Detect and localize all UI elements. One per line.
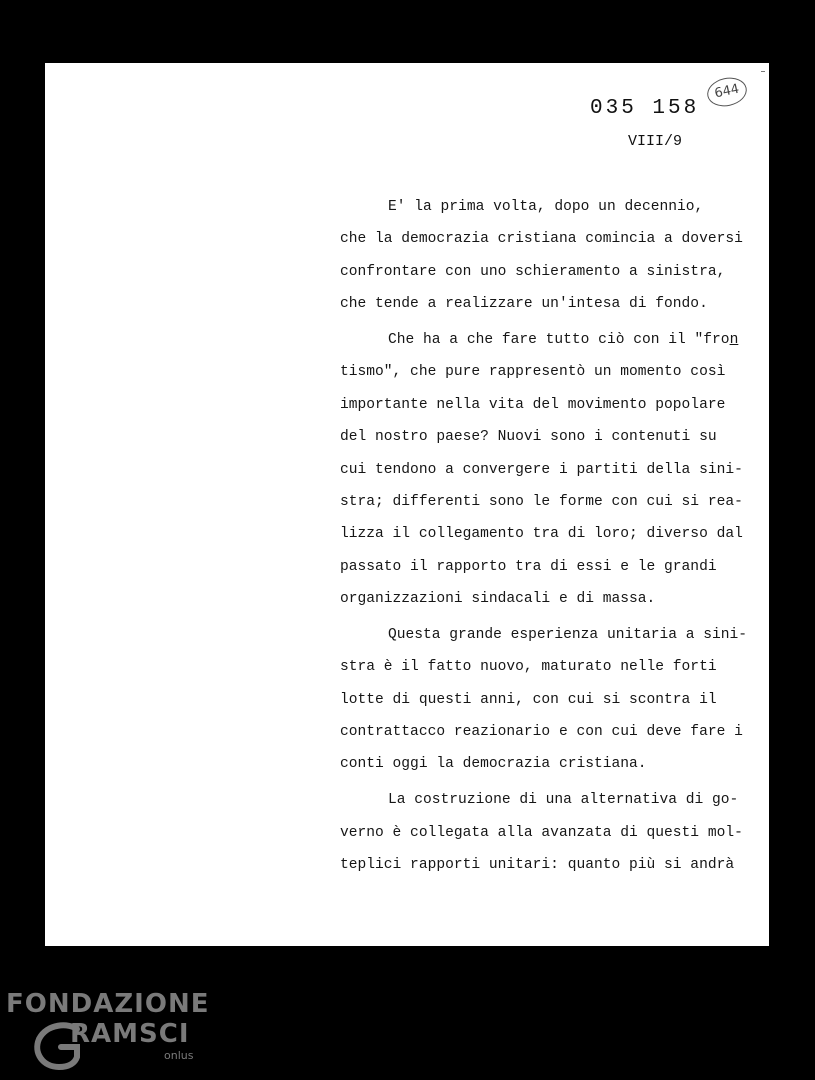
text-line: tismo", che pure rappresentò un momento così <box>340 364 726 381</box>
text-line: stra è il fatto nuovo, maturato nelle forti <box>340 659 717 676</box>
text-line: verno è collegata alla avanzata di questi mol- <box>340 824 743 841</box>
text-line: che la democrazia cristiana comincia a doversi <box>340 231 743 248</box>
underlined-letter: n <box>729 331 739 348</box>
text-line: lotte di questi anni, con cui si scontra il <box>340 691 717 708</box>
page-mark <box>761 71 765 72</box>
text-line: confrontare con uno schieramento a sinistra, <box>340 263 726 280</box>
text-line: E' la prima volta, dopo un decennio, <box>388 199 704 215</box>
document-reference: VIII/9 <box>628 133 683 150</box>
text-line: del nostro paese? Nuovi sono i contenuti su <box>340 429 717 446</box>
text-line <box>340 324 760 356</box>
logo-line-onlus: onlus <box>164 1049 194 1062</box>
text-line: Questa grande esperienza unitaria a sini- <box>388 626 748 643</box>
logo-line-gramsci: RAMSCI <box>70 1019 190 1049</box>
handwritten-page-number: 644 <box>705 74 750 110</box>
text-line: contrattacco reazionario e con cui deve fare i <box>340 724 743 741</box>
text-line: lizza il collegamento tra di loro; diverso dal <box>340 526 743 543</box>
text-line: importante nella vita del movimento popolare <box>340 396 726 413</box>
typewritten-text <box>340 191 760 881</box>
text-line: cui tendono a convergere i partiti della sini- <box>340 461 743 478</box>
text-line: stra; differenti sono le forme con cui si rea- <box>340 493 743 510</box>
document-page <box>45 63 769 946</box>
text-line: La costruzione di una alternativa di go- <box>388 792 739 809</box>
text-line: passato il rapporto tra di essi e le grandi <box>340 558 717 575</box>
text-line: conti oggi la democrazia cristiana. <box>340 756 647 773</box>
text-line: organizzazioni sindacali e di massa. <box>340 591 656 608</box>
archive-stamp-number: 035 158 <box>590 97 700 120</box>
logo-line-fondazione: FONDAZIONE <box>6 989 210 1019</box>
text-line: teplici rapporti unitari: quanto più si andrà <box>340 856 735 873</box>
text-line-part: Che ha a che fare tutto ciò con il "fro <box>388 331 730 348</box>
text-line: che tende a realizzare un'intesa di fondo. <box>340 296 708 313</box>
fondazione-gramsci-logo <box>6 989 210 1074</box>
